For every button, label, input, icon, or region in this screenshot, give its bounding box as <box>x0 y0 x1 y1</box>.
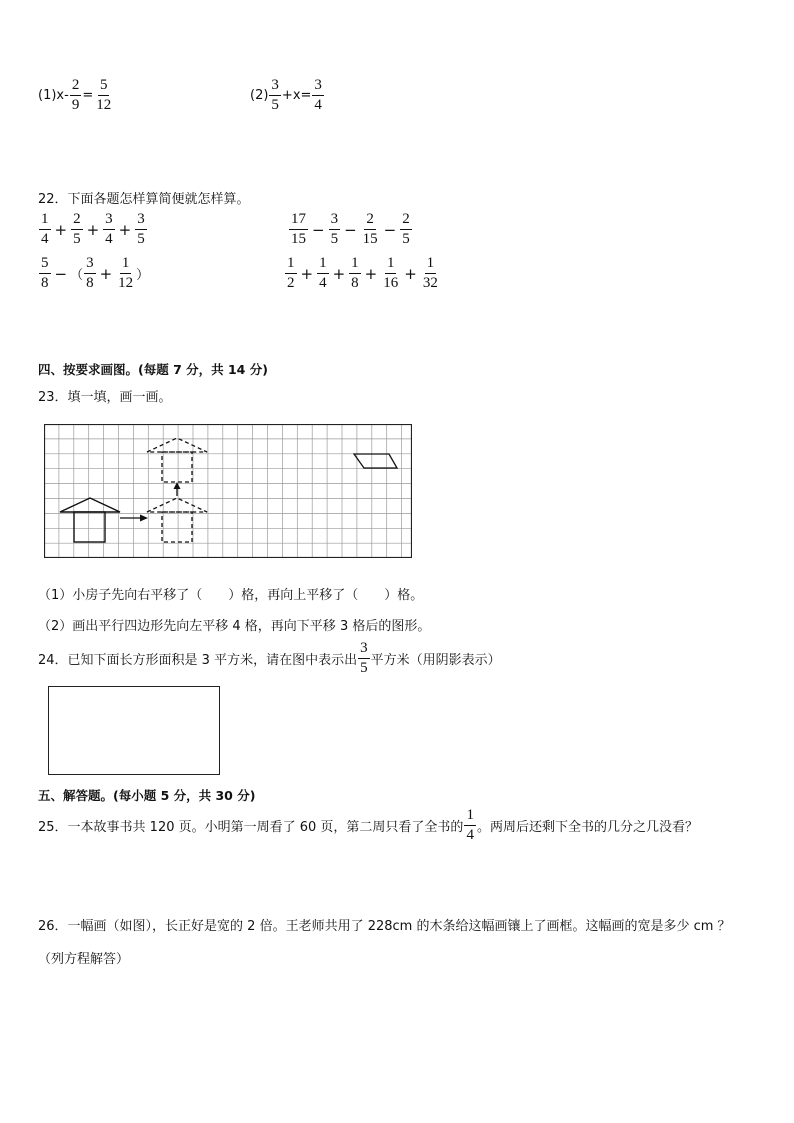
question-23-title: 23．填一填，画一画。 <box>38 390 172 405</box>
fraction: $\frac{3}{4}$ <box>314 77 322 113</box>
question-22-title: 22．下面各题怎样算简便就怎样算。 <box>38 192 250 207</box>
fraction: $\frac{3}{5}$ <box>271 77 279 113</box>
house-dashed-upper <box>147 438 207 482</box>
grid-figure <box>44 424 412 558</box>
house-solid <box>60 498 120 542</box>
equation-2: (2) $\frac{3}{5}$ +x= $\frac{3}{4}$ <box>250 77 322 113</box>
house-dashed-lower <box>147 498 207 542</box>
section-5-heading: 五、解答题。(每小题 5 分，共 30 分) <box>38 788 256 803</box>
expression-22-4: $\frac{1}{2}$ + $\frac{1}{4}$ + $\frac{1}{8}$ + $\frac{1}{16}$ + $\frac{1}{32}$ <box>287 255 438 291</box>
arrow-right-icon <box>120 515 148 522</box>
rectangle-figure <box>48 686 220 775</box>
question-26-line-2: （列方程解答） <box>38 952 130 967</box>
expression-22-1: $\frac{1}{4}$ + $\frac{2}{5}$ + $\frac{3}{4}$ + $\frac{3}{5}$ <box>41 211 145 247</box>
section-4-heading: 四、按要求画图。(每题 7 分，共 14 分) <box>38 362 268 377</box>
arrow-up-icon <box>174 482 181 496</box>
equation-1: (1)x- $\frac{2}{9}$ = $\frac{5}{12}$ <box>38 77 112 113</box>
question-24: 24．已知下面长方形面积是 3 平方米，请在图中表示出 $\frac{3}{5}$ 平方米（用阴影表示） <box>38 640 501 676</box>
question-23-part-2: （2）画出平行四边形先向左平移 4 格，再向下平移 3 格后的图形。 <box>38 619 431 634</box>
expression-22-2: $\frac{17}{15}$ − $\frac{3}{5}$ − $\frac{2}{15}$ − $\frac{2}{5}$ <box>291 211 410 247</box>
parallelogram <box>354 454 397 468</box>
question-23-part-1: （1）小房子先向右平移了（ ）格，再向上平移了（ ）格。 <box>38 588 424 603</box>
question-26-line-1: 26．一幅画（如图），长正好是宽的 2 倍。王老师共用了 228cm 的木条给这幅画镶上了画框。这幅画的宽是多少 cm ？ <box>38 919 731 934</box>
fraction: $\frac{2}{9}$ <box>71 77 80 113</box>
fraction: $\frac{5}{12}$ <box>96 77 112 113</box>
expression-22-3: $\frac{5}{8}$ − （ $\frac{3}{8}$ + $\frac{1}{12}$ ） <box>41 255 150 291</box>
question-25: 25．一本故事书共 120 页。小明第一周看了 60 页，第二周只看了全书的 $\frac{1}{4}$ 。两周后还剩下全书的几分之几没看？ <box>38 807 698 843</box>
